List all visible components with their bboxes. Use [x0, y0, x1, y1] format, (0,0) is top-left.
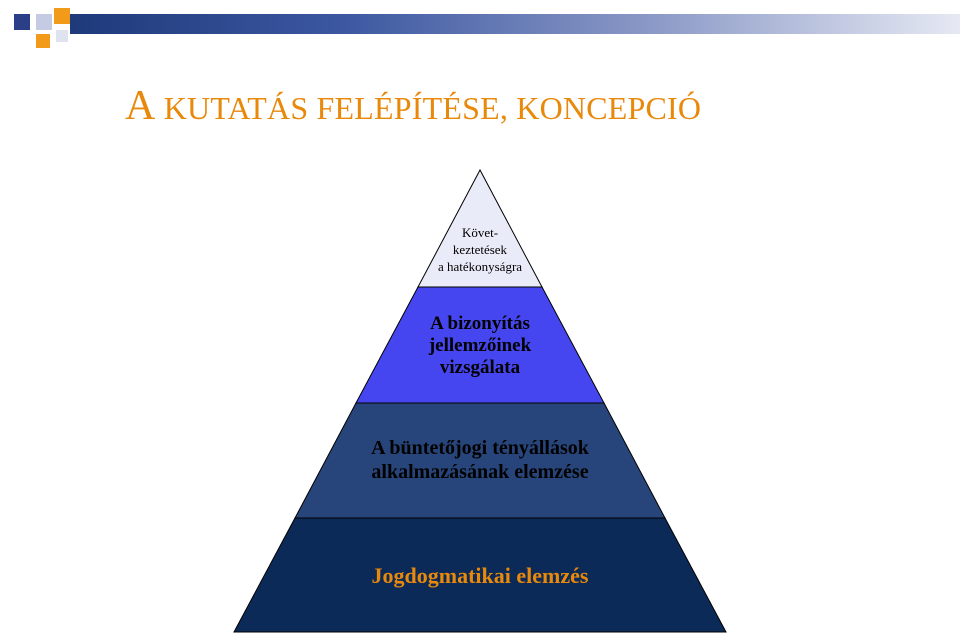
pyramid-label-conclusions: Követ- keztetések a hatékonyságra	[437, 225, 523, 274]
pyramid-label-evidence: A bizonyítás jellemzőinek vizsgálata	[428, 313, 532, 378]
slide-title-rest: KUTATÁS FELÉPÍTÉSE, KONCEPCIÓ	[155, 90, 702, 126]
pyramid-label-criminal-law: A büntetőjogi tényállások alkalmazásának elemzése	[371, 437, 589, 483]
slide-title-initial: A	[125, 83, 156, 129]
pyramid-label-dogmatics: Jogdogmatikai elemzés	[371, 563, 589, 588]
